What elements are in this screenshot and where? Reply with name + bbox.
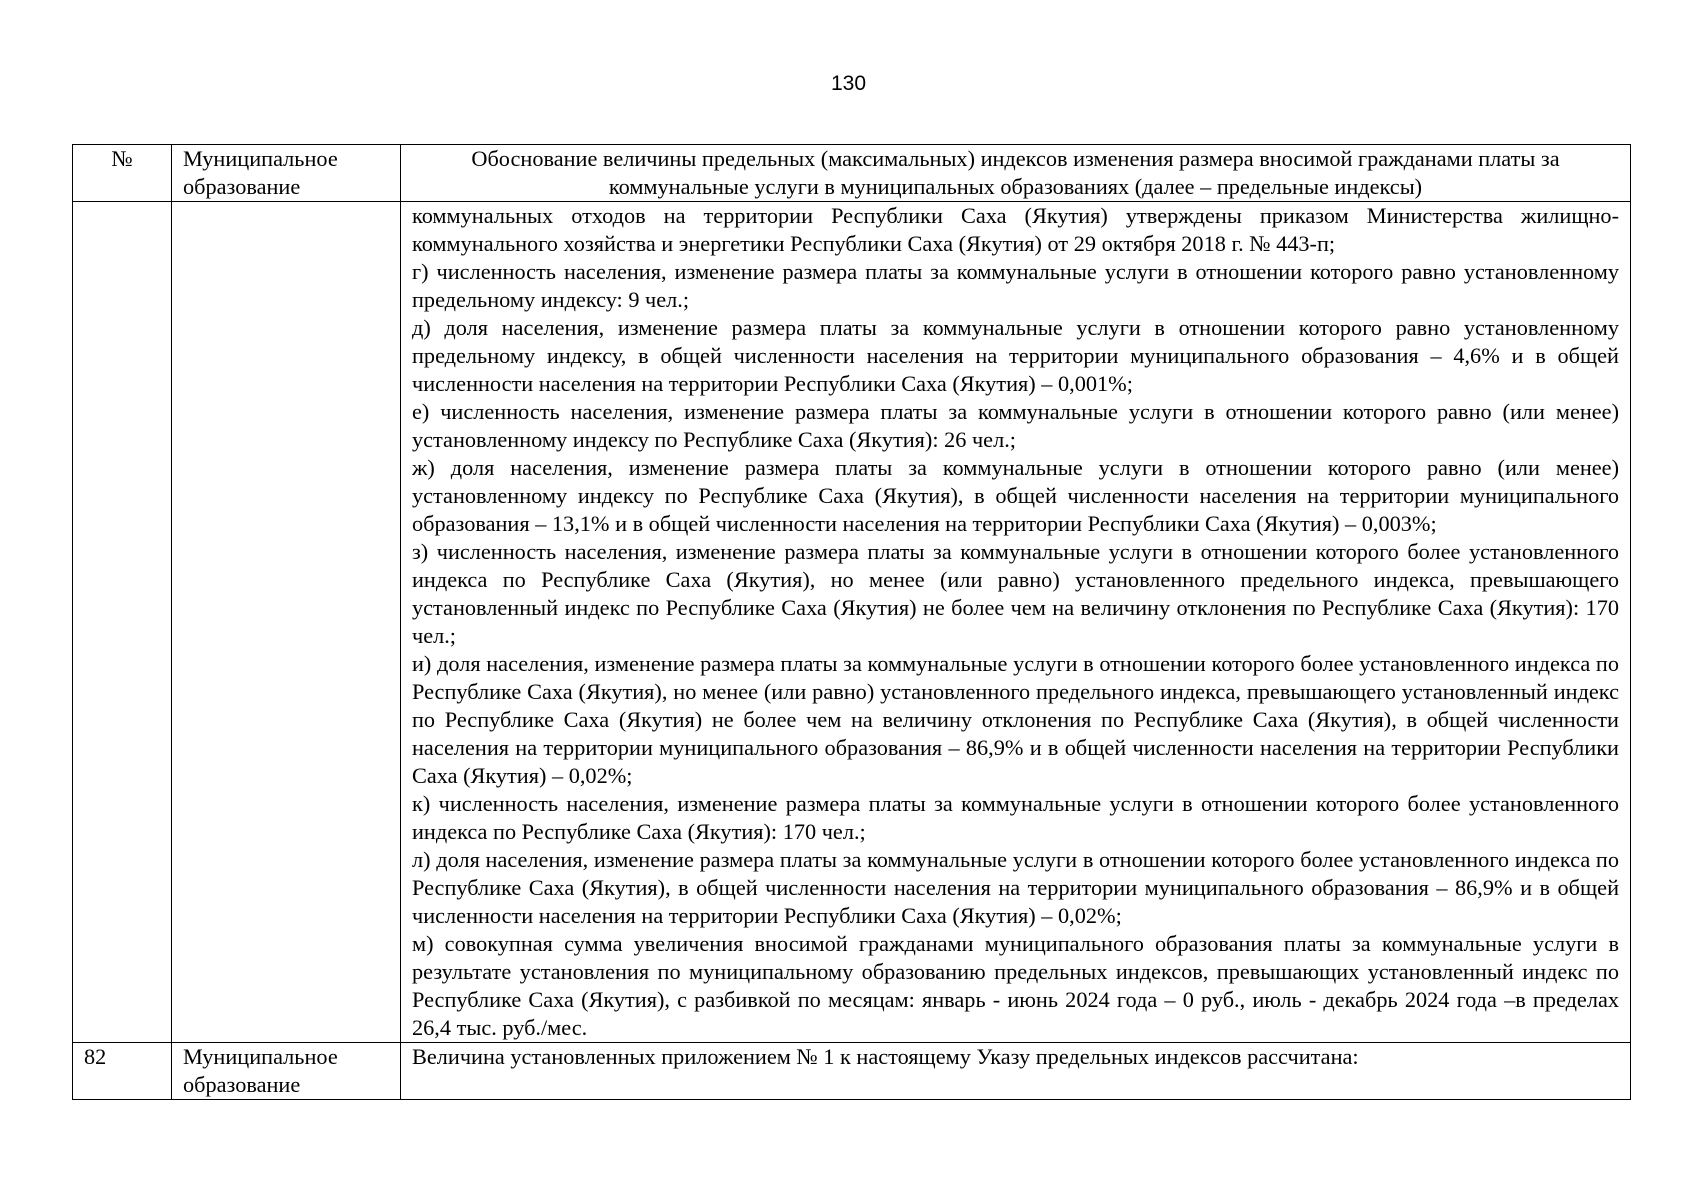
row-82-justification: Величина установленных приложением № 1 к настоящему Указу предельных индексов рассчитана: [401, 1043, 1631, 1100]
table-row-continuation [73, 202, 1631, 1043]
paragraph-d: д) доля населения, изменение размера платы за коммунальные услуги в отношении которого равно установленному предельному индексу, в общей численности населения на территории муниципального образования – 4,6% и в общей численности населения на территории Республики Саха (Якутия) – 0,001%; [412, 315, 1619, 396]
paragraph-i: и) доля населения, изменение размера платы за коммунальные услуги в отношении которого более установленного индекса по Республике Саха (Якутия), но менее (или равно) установленного предельного индекса, превышающего установленный индекс по Республике Саха (Якутия) не более чем на величину отклонения по Республике Саха (Якутия), в общей численности населения на территории муниципального образования – 86,9% и в общей численности населения на территории Республики Саха (Якутия) – 0,02%; [412, 651, 1619, 788]
table-header-row [73, 145, 1631, 202]
paragraph-waste-order: коммунальных отходов на территории Республики Саха (Якутия) утверждены приказом Министерства жилищно-коммунального хозяйства и энергетики Республики Саха (Якутия) от 29 октября 2018 г. № 443-п; [412, 203, 1619, 256]
continuation-justification-cell [401, 202, 1631, 1043]
header-number: № [73, 145, 172, 202]
row-82-municipality: Муниципальное образование [172, 1043, 401, 1100]
paragraph-g: г) численность населения, изменение размера платы за коммунальные услуги в отношении которого равно установленному предельному индексу: 9 чел.; [412, 259, 1619, 312]
paragraph-e: е) численность населения, изменение размера платы за коммунальные услуги в отношении которого равно (или менее) установленному индексу по Республике Саха (Якутия): 26 чел.; [412, 399, 1619, 452]
header-municipality: Муниципальное образование [172, 145, 401, 202]
paragraph-z: з) численность населения, изменение размера платы за коммунальные услуги в отношении которого более установленного индекса по Республике Саха (Якутия), но менее (или равно) установленного предельного индекса, превышающего установленный индекс по Республике Саха (Якутия) не более чем на величину отклонения по Республике Саха (Якутия): 170 чел.; [412, 539, 1619, 648]
row-82-number: 82 [73, 1043, 172, 1100]
indices-justification-table [72, 144, 1631, 1100]
paragraph-m: м) совокупная сумма увеличения вносимой гражданами муниципального образования платы за коммунальные услуги в результате установления по муниципальному образованию предельных индексов, превышающих установленный индекс по Республике Саха (Якутия), с разбивкой по месяцам: январь - июнь 2024 года – 0 руб., июль - декабрь 2024 года –в пределах 26,4 тыс. руб./мес. [412, 931, 1619, 1040]
paragraph-l: л) доля населения, изменение размера платы за коммунальные услуги в отношении которого более установленного индекса по Республике Саха (Якутия), в общей численности населения на территории муниципального образования – 86,9% и в общей численности населения на территории Республики Саха (Якутия) – 0,02%; [412, 847, 1619, 928]
paragraph-k: к) численность населения, изменение размера платы за коммунальные услуги в отношении которого более установленного индекса по Республике Саха (Якутия): 170 чел.; [412, 791, 1619, 844]
page-number: 130 [830, 72, 867, 95]
continuation-municipality-cell [172, 202, 401, 1043]
header-justification: Обоснование величины предельных (максимальных) индексов изменения размера вносимой гражданами платы за коммунальные услуги в муниципальных образованиях (далее – предельные индексы) [401, 145, 1631, 202]
table-row-82 [73, 1043, 1631, 1100]
paragraph-zh: ж) доля населения, изменение размера платы за коммунальные услуги в отношении которого равно (или менее) установленному индексу по Республике Саха (Якутия), в общей численности населения на территории муниципального образования – 13,1% и в общей численности населения на территории Республики Саха (Якутия) – 0,003%; [412, 455, 1619, 536]
continuation-number-cell [73, 202, 172, 1043]
